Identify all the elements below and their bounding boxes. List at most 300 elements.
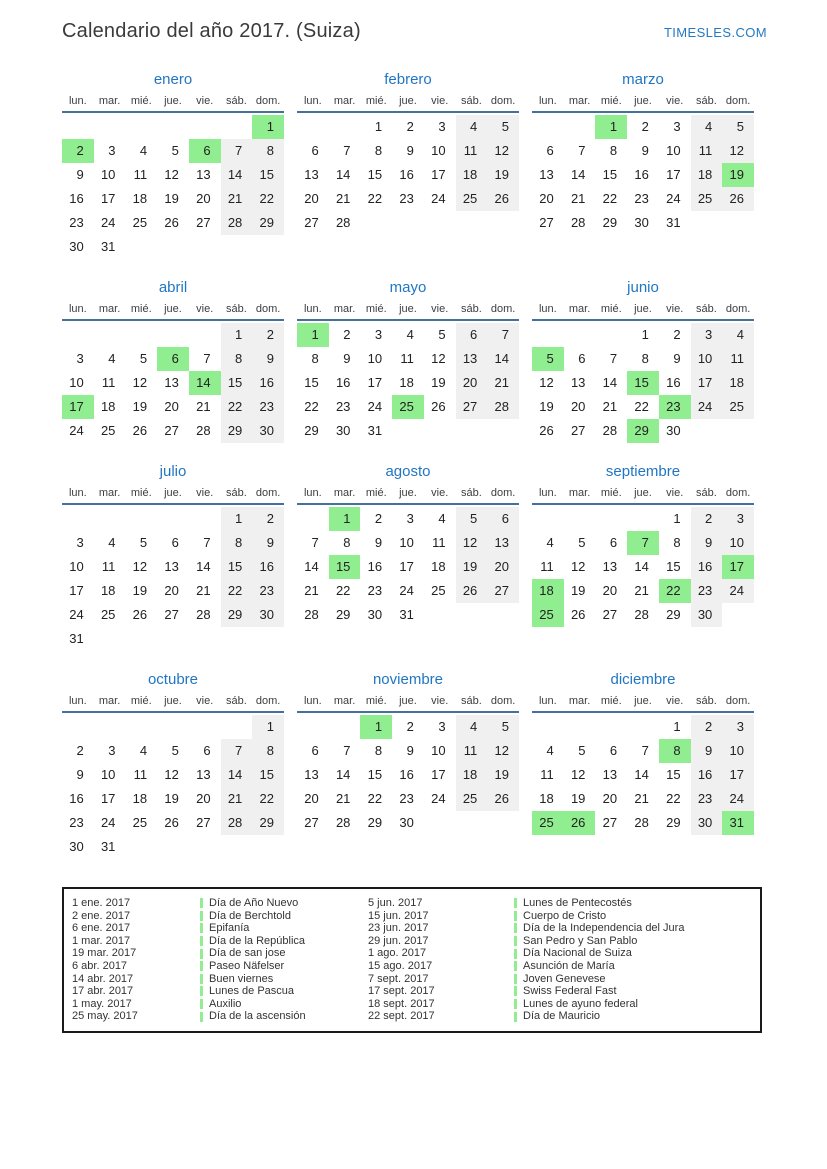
day-cell: 13 [570,375,586,390]
empty-cell [424,811,456,835]
day-cell: 4 [108,351,116,366]
day-cell: 10 [69,559,84,574]
weekday-header: mié. [595,695,627,713]
day-cell: 12 [487,139,519,163]
day-cell: 8 [221,347,253,371]
legend-holiday-name: Día de la República [209,934,306,947]
weekday-header: mié. [125,695,157,713]
legend-holiday-name: Auxilio [209,997,242,1010]
weekday-header: lun. [297,487,329,505]
day-cell: 6 [311,743,319,758]
day-cell: 4 [108,535,116,550]
day-cell: 7 [343,743,351,758]
weekday-header: dom. [252,487,284,505]
day-cell: 18 [399,375,414,390]
month-title-febrero[interactable]: febrero [384,71,432,88]
day-cell: 25 [100,607,116,622]
empty-cell [564,115,596,139]
empty-cell [62,115,94,139]
day-cell: 28 [335,215,351,230]
day-cell: 15 [602,167,618,182]
weekday-header: mié. [595,303,627,321]
empty-cell [595,323,627,347]
weekday-header: mié. [595,95,627,113]
empty-cell [157,235,189,259]
day-cell: 17 [431,767,446,782]
day-cell: 13 [304,767,319,782]
legend-date: 7 sept. 2017 [368,972,429,985]
day-cell: 10 [431,143,446,158]
empty-cell [157,715,189,739]
day-cell: 2 [76,743,84,758]
day-cell: 22 [666,791,681,806]
month-mayo [297,279,519,443]
weekday-header: dom. [487,303,519,321]
legend-entry [514,998,752,1011]
day-cell: 12 [539,375,554,390]
day-cell: 3 [722,715,754,739]
month-title-mayo[interactable]: mayo [389,279,427,296]
weekday-header: sáb. [691,95,723,113]
day-cell: 2 [374,511,383,526]
weekday-header: jue. [627,95,659,113]
day-cell: 31 [399,607,414,622]
day-cell: 11 [722,347,754,371]
day-cell: 31 [666,215,681,230]
empty-cell [125,627,157,651]
day-cell: 29 [252,811,284,835]
day-cell: 15 [221,555,253,579]
legend-date: 6 abr. 2017 [72,959,128,972]
day-cell: 23 [252,395,284,419]
holiday-day-cell: 8 [659,739,691,763]
empty-cell [487,603,519,627]
legend-date: 22 sept. 2017 [368,1010,435,1023]
day-cell: 8 [641,351,649,366]
month-title-noviembre[interactable]: noviembre [372,671,444,688]
empty-cell [329,115,361,139]
day-cell: 22 [634,399,649,414]
empty-cell [125,715,157,739]
day-cell: 25 [431,583,446,598]
day-cell: 28 [570,215,586,230]
empty-cell [424,211,456,235]
months-grid [62,71,767,859]
month-abril [62,279,284,443]
empty-cell [221,835,253,859]
empty-cell [532,507,564,531]
day-cell: 21 [196,399,211,414]
holiday-marker-icon [200,986,203,996]
day-cell: 17 [367,375,383,390]
day-cell: 29 [304,423,319,438]
holiday-marker-icon [514,898,517,908]
day-cell: 4 [546,535,554,550]
day-cell: 11 [691,139,723,163]
legend-date: 5 jun. 2017 [368,897,423,909]
empty-cell [691,211,723,235]
weekday-header: jue. [627,303,659,321]
legend-holiday-name: San Pedro y San Pablo [523,934,638,947]
day-cell: 15 [367,167,383,182]
day-cell: 16 [252,371,284,395]
weekday-header: jue. [627,487,659,505]
legend-date: 1 ene. 2017 [72,897,131,909]
day-cell: 10 [666,143,681,158]
day-cell: 30 [69,239,84,254]
month-grid [532,487,754,627]
page-header [62,20,767,43]
day-cell: 22 [367,791,383,806]
day-cell: 5 [578,535,586,550]
day-cell: 18 [132,191,148,206]
holiday-marker-icon [514,961,517,971]
day-cell: 17 [431,167,446,182]
empty-cell [94,115,126,139]
day-cell: 27 [304,215,319,230]
month-junio [532,279,754,443]
day-cell: 25 [456,787,488,811]
day-cell: 28 [634,815,649,830]
day-cell: 17 [691,371,723,395]
day-cell: 26 [487,787,519,811]
empty-cell [189,235,221,259]
day-cell: 9 [641,143,649,158]
day-cell: 1 [252,715,284,739]
empty-cell [532,715,564,739]
holiday-day-cell: 31 [722,811,754,835]
day-cell: 23 [399,191,414,206]
day-cell: 28 [335,815,351,830]
day-cell: 21 [335,791,351,806]
day-cell: 1 [374,119,383,134]
day-cell: 11 [456,739,488,763]
empty-cell [360,211,392,235]
empty-cell [564,715,596,739]
day-cell: 28 [634,607,649,622]
month-septiembre [532,463,754,651]
day-cell: 13 [304,167,319,182]
day-cell: 26 [487,187,519,211]
day-cell: 16 [691,555,723,579]
day-cell: 29 [335,607,351,622]
empty-cell [456,211,488,235]
empty-cell [595,715,627,739]
day-cell: 4 [139,743,148,758]
day-cell: 22 [304,399,319,414]
day-cell: 21 [634,791,649,806]
empty-cell [329,715,361,739]
holiday-day-cell: 5 [532,347,564,371]
day-cell: 28 [196,607,211,622]
weekday-header: mié. [595,487,627,505]
weekday-header: dom. [487,95,519,113]
day-cell: 11 [133,167,148,182]
legend-date: 25 may. 2017 [72,1010,138,1023]
weekday-header: jue. [627,695,659,713]
day-cell: 17 [100,191,116,206]
day-cell: 23 [252,579,284,603]
day-cell: 23 [399,791,414,806]
holiday-day-cell: 15 [627,371,659,395]
holiday-day-cell: 19 [722,163,754,187]
month-noviembre [297,671,519,859]
empty-cell [125,323,157,347]
day-cell: 3 [406,511,414,526]
holiday-day-cell: 18 [532,579,564,603]
legend-holiday-name: Buen viernes [209,972,274,985]
day-cell: 16 [666,375,681,390]
day-cell: 27 [602,815,618,830]
day-cell: 11 [101,375,116,390]
empty-cell [189,507,221,531]
day-cell: 5 [456,507,488,531]
day-cell: 3 [76,535,84,550]
day-cell: 2 [691,715,723,739]
empty-cell [722,419,754,443]
day-cell: 13 [487,531,519,555]
day-cell: 17 [100,791,116,806]
weekday-header: jue. [392,695,424,713]
legend-holiday-name: Día de la ascensión [209,1010,306,1023]
weekday-header: lun. [532,695,564,713]
empty-cell [221,715,253,739]
empty-cell [487,419,519,443]
day-cell: 8 [311,351,319,366]
day-cell: 14 [221,763,253,787]
weekday-header: lun. [297,695,329,713]
day-cell: 30 [367,607,383,622]
day-cell: 24 [431,791,446,806]
holiday-marker-icon [200,974,203,984]
weekday-header: mié. [360,695,392,713]
day-cell: 20 [164,399,179,414]
day-cell: 11 [540,559,554,574]
day-cell: 21 [634,583,649,598]
day-cell: 7 [203,351,211,366]
day-cell: 2 [406,719,414,734]
weekday-header: vie. [189,695,221,713]
legend-entry [514,960,752,973]
empty-cell [157,835,189,859]
day-cell: 22 [252,787,284,811]
day-cell: 9 [406,143,414,158]
month-title-enero[interactable]: enero [153,71,193,88]
weekday-header: mié. [125,487,157,505]
day-cell: 9 [76,167,84,182]
day-cell: 5 [487,115,519,139]
day-cell: 6 [609,743,618,758]
holiday-day-cell: 25 [532,603,564,627]
day-cell: 29 [221,419,253,443]
day-cell: 7 [609,351,618,366]
legend-date: 14 abr. 2017 [72,972,134,985]
month-diciembre [532,671,754,859]
legend-holiday-name: Epifanía [209,922,250,935]
day-cell: 5 [139,351,148,366]
day-cell: 27 [487,579,519,603]
day-cell: 4 [456,115,488,139]
day-cell: 30 [634,215,649,230]
day-cell: 19 [132,583,148,598]
month-title-julio[interactable]: julio [159,463,187,480]
holiday-marker-icon [200,898,203,908]
day-cell: 3 [438,719,446,734]
empty-cell [221,627,253,651]
day-cell: 24 [722,579,754,603]
day-cell: 20 [539,191,554,206]
day-cell: 10 [431,743,446,758]
day-cell: 13 [539,167,554,182]
day-cell: 9 [691,531,723,555]
weekday-header: jue. [157,95,189,113]
day-cell: 19 [132,399,148,414]
holiday-day-cell: 6 [157,347,189,371]
day-cell: 4 [691,115,723,139]
holiday-day-cell: 7 [627,531,659,555]
month-title-marzo[interactable]: marzo [622,71,664,88]
day-cell: 2 [406,119,414,134]
month-grid [532,303,754,443]
day-cell: 20 [570,399,586,414]
day-cell: 12 [431,351,446,366]
day-cell: 8 [673,535,681,550]
day-cell: 17 [399,559,414,574]
weekday-header: vie. [189,487,221,505]
weekday-header: sáb. [456,95,488,113]
weekday-header: dom. [487,487,519,505]
day-cell: 12 [487,739,519,763]
holiday-day-cell: 22 [659,579,691,603]
month-grid [62,487,284,651]
holiday-day-cell: 6 [189,139,221,163]
day-cell: 6 [203,743,211,758]
day-cell: 23 [367,583,383,598]
day-cell: 28 [602,423,618,438]
empty-cell [62,507,94,531]
day-cell: 7 [221,139,253,163]
legend-date: 19 mar. 2017 [72,947,137,960]
day-cell: 5 [487,715,519,739]
day-cell: 9 [673,351,681,366]
day-cell: 30 [691,811,723,835]
month-agosto [297,463,519,651]
empty-cell [94,627,126,651]
day-cell: 31 [100,839,116,854]
month-title-septiembre[interactable]: septiembre [605,463,681,480]
day-cell: 24 [100,815,116,830]
day-cell: 23 [691,579,723,603]
holiday-day-cell: 1 [297,323,329,347]
month-marzo [532,71,754,259]
empty-cell [157,627,189,651]
day-cell: 6 [171,535,179,550]
day-cell: 10 [100,167,116,182]
month-title-junio[interactable]: junio [627,279,659,296]
holiday-legend [62,887,762,1033]
day-cell: 12 [164,767,179,782]
month-title-octubre[interactable]: octubre [147,671,199,688]
day-cell: 18 [456,163,488,187]
day-cell: 30 [252,419,284,443]
day-cell: 31 [100,239,116,254]
day-cell: 20 [196,191,211,206]
day-cell: 7 [343,143,351,158]
day-cell: 21 [221,187,253,211]
holiday-day-cell: 17 [722,555,754,579]
day-cell: 13 [164,375,179,390]
weekday-header: lun. [62,695,94,713]
day-cell: 5 [171,143,179,158]
day-cell: 15 [367,767,383,782]
day-cell: 21 [196,583,211,598]
month-title-abril[interactable]: abril [158,279,188,296]
empty-cell [62,323,94,347]
weekday-header: mié. [360,303,392,321]
site-link[interactable]: TIMESLES.COM [663,25,767,40]
day-cell: 5 [578,743,586,758]
empty-cell [189,323,221,347]
empty-cell [189,835,221,859]
legend-entry [514,947,752,960]
empty-cell [297,715,329,739]
empty-cell [487,811,519,835]
holiday-marker-icon [200,936,203,946]
weekday-header: vie. [189,303,221,321]
empty-cell [722,603,754,627]
empty-cell [297,507,329,531]
empty-cell [297,115,329,139]
day-cell: 6 [546,143,554,158]
legend-entry [514,973,752,986]
day-cell: 5 [722,115,754,139]
day-cell: 15 [252,163,284,187]
day-cell: 14 [487,347,519,371]
day-cell: 18 [456,763,488,787]
holiday-marker-icon [200,1012,203,1022]
day-cell: 19 [570,583,586,598]
holiday-day-cell: 1 [329,507,361,531]
holiday-marker-icon [200,961,203,971]
holiday-day-cell: 1 [360,715,392,739]
day-cell: 16 [367,559,383,574]
day-cell: 27 [164,423,179,438]
empty-cell [722,211,754,235]
day-cell: 5 [139,535,148,550]
day-cell: 10 [722,531,754,555]
day-cell: 14 [634,767,649,782]
day-cell: 24 [69,423,84,438]
month-title-agosto[interactable]: agosto [385,463,431,480]
day-cell: 11 [540,767,554,782]
day-cell: 8 [252,139,284,163]
day-cell: 3 [673,119,681,134]
legend-holiday-name: Día de la Independencia del Jura [523,922,685,935]
weekday-header: mar. [329,95,361,113]
empty-cell [221,235,253,259]
month-title-diciembre[interactable]: diciembre [610,671,676,688]
day-cell: 21 [487,371,519,395]
day-cell: 3 [722,507,754,531]
holiday-marker-icon [200,949,203,959]
weekday-header: vie. [659,695,691,713]
weekday-header: mar. [94,95,126,113]
day-cell: 9 [406,743,414,758]
day-cell: 23 [335,399,351,414]
day-cell: 23 [69,215,84,230]
weekday-header: vie. [424,695,456,713]
day-cell: 18 [722,371,754,395]
